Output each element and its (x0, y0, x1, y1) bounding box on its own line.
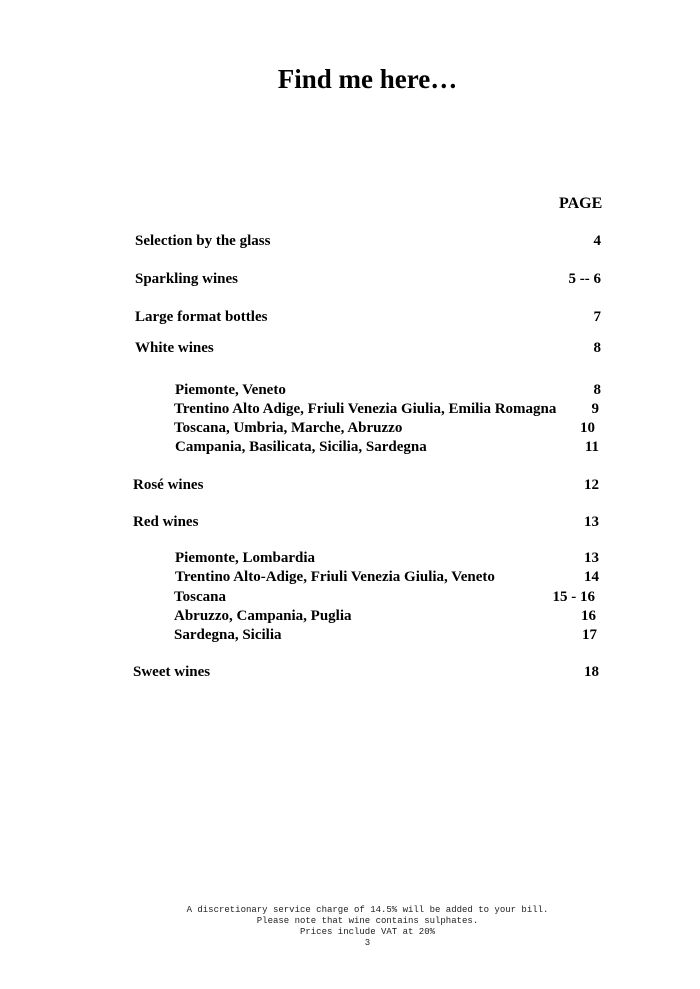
toc-label-red-piemonte: Piemonte, Lombardia (175, 550, 315, 566)
toc-label-red-toscana: Toscana (174, 589, 226, 605)
toc-page-rose-wines: 12 (584, 477, 599, 493)
toc-page-white-piemonte: 8 (593, 382, 601, 398)
toc-page-sparkling: 5 -- 6 (568, 271, 601, 287)
vat-note: Prices include VAT at 20% (299, 927, 436, 937)
toc-page-red-piemonte: 13 (584, 550, 599, 566)
footer-notes (0, 905, 700, 949)
page-column-header: PAGE (559, 195, 603, 212)
toc-label-sweet-wines: Sweet wines (133, 664, 211, 680)
service-charge-note: A discretionary service charge of 14.5% will be added to your bill. (186, 905, 549, 915)
toc-page-white-campania: 11 (584, 439, 599, 455)
toc-page-red-trentino: 14 (584, 569, 599, 585)
toc-label-white-wines: White wines (135, 340, 214, 356)
toc-label-red-trentino: Trentino Alto-Adige, Friuli Venezia Giulia, Veneto (175, 569, 495, 585)
toc-page-red-wines: 13 (584, 514, 599, 530)
toc-page-white-toscana: 10 (580, 420, 595, 436)
toc-page-white-wines: 8 (593, 340, 601, 356)
toc-label-red-abruzzo: Abruzzo, Campania, Puglia (174, 608, 352, 624)
toc-page-white-trentino: 9 (591, 401, 599, 417)
toc-label-rose-wines: Rosé wines (133, 477, 204, 493)
toc-page-red-toscana: 15 - 16 (552, 589, 595, 605)
toc-label-red-wines: Red wines (133, 514, 199, 530)
toc-label-white-toscana: Toscana, Umbria, Marche, Abruzzo (174, 420, 403, 436)
toc-label-by-the-glass: Selection by the glass (135, 233, 271, 249)
page-title: Find me here… (277, 64, 458, 94)
toc-label-white-campania: Campania, Basilicata, Sicilia, Sardegna (175, 439, 427, 455)
toc-label-red-sardegna: Sardegna, Sicilia (174, 627, 282, 643)
sulphates-note: Please note that wine contains sulphates. (256, 916, 479, 926)
toc-page-red-abruzzo: 16 (581, 608, 596, 624)
toc-page-red-sardegna: 17 (582, 627, 597, 643)
toc-page-by-the-glass: 4 (593, 233, 601, 249)
toc-label-sparkling: Sparkling wines (135, 271, 238, 287)
toc-page-sweet-wines: 18 (584, 664, 599, 680)
page-number: 3 (364, 938, 371, 948)
toc-label-large-format: Large format bottles (135, 309, 268, 325)
toc-label-white-trentino: Trentino Alto Adige, Friuli Venezia Giulia, Emilia Romagna (174, 401, 557, 417)
toc-page-large-format: 7 (593, 309, 601, 325)
toc-label-white-piemonte: Piemonte, Veneto (175, 382, 286, 398)
